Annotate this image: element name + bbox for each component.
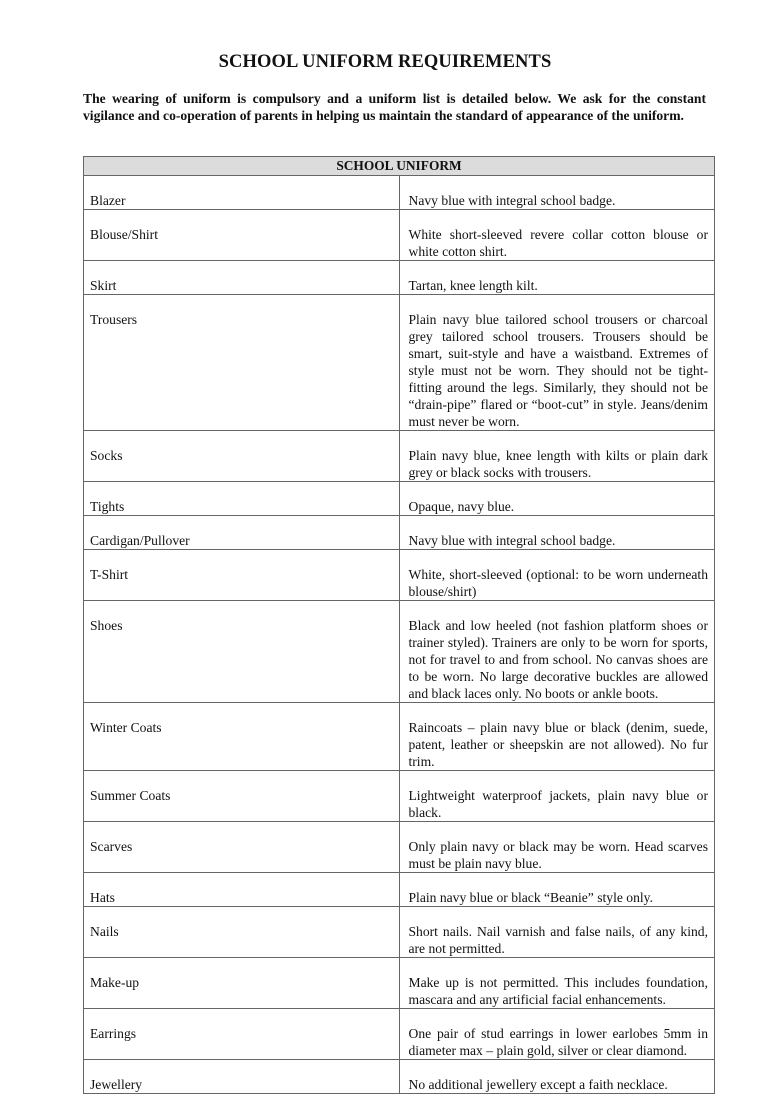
table-row — [84, 210, 715, 261]
item-description: Opaque, navy blue. — [408, 499, 515, 514]
item-description: Tartan, knee length kilt. — [408, 278, 538, 293]
table-header: SCHOOL UNIFORM — [84, 157, 715, 176]
item-name: Cardigan/Pullover — [90, 533, 190, 548]
item-description: No additional jewellery except a faith necklace. — [408, 1077, 668, 1092]
item-name: Nails — [90, 924, 119, 939]
table-row — [84, 516, 715, 550]
item-name: Winter Coats — [90, 720, 162, 735]
item-description: Plain navy blue or black “Beanie” style only. — [408, 890, 653, 905]
item-description: Lightweight waterproof jackets, plain navy blue or black. — [408, 788, 708, 820]
item-name: T-Shirt — [90, 567, 129, 582]
table-row — [84, 482, 715, 516]
item-description: White, short-sleeved (optional: to be worn underneath blouse/shirt) — [408, 567, 708, 599]
table-row — [84, 176, 715, 210]
item-description: Black and low heeled (not fashion platform shoes or trainer styled). Trainers are only to be worn for sports, not for travel to and from school. No canvas shoes are to be worn. No large decorative buckles are allowed and black laces only. No boots or ankle boots. — [408, 618, 708, 701]
item-name: Trousers — [90, 312, 138, 327]
table-row — [84, 771, 715, 822]
table-row — [84, 1060, 715, 1094]
item-description: Navy blue with integral school badge. — [408, 193, 616, 208]
item-name: Make-up — [90, 975, 140, 990]
item-name: Skirt — [90, 278, 117, 293]
table-row — [84, 822, 715, 873]
item-description: Make up is not permitted. This includes foundation, mascara and any artificial facial enhancements. — [408, 975, 708, 1007]
table-row — [84, 907, 715, 958]
document-title: SCHOOL UNIFORM REQUIREMENTS — [218, 52, 552, 72]
item-description: White short-sleeved revere collar cotton blouse or white cotton shirt. — [408, 227, 708, 259]
item-name: Hats — [90, 890, 115, 905]
table-row — [84, 295, 715, 431]
item-name: Scarves — [90, 839, 133, 854]
item-description: Plain navy blue tailored school trousers or charcoal grey tailored school trousers. Trousers should be smart, suit-style and have a waistband. Extremes of style must not be worn. They should not be tight-fitting around the legs. Similarly, they should not be “drain-pipe” flared or “boot-cut” in style. Jeans/denim must never be worn. — [408, 312, 708, 429]
item-description: Navy blue with integral school badge. — [408, 533, 616, 548]
item-name: Blazer — [90, 193, 126, 208]
item-name: Jewellery — [90, 1077, 143, 1092]
uniform-table — [83, 156, 715, 1094]
item-description: Only plain navy or black may be worn. Head scarves must be plain navy blue. — [408, 839, 708, 871]
table-row — [84, 958, 715, 1009]
item-name: Shoes — [90, 618, 123, 633]
item-name: Earrings — [90, 1026, 137, 1041]
table-row — [84, 703, 715, 771]
item-name: Summer Coats — [90, 788, 171, 803]
item-description: Raincoats – plain navy blue or black (denim, suede, patent, leather or sheepskin are not allowed). No fur trim. — [408, 720, 708, 769]
table-row — [84, 261, 715, 295]
table-row — [84, 873, 715, 907]
intro-paragraph: The wearing of uniform is compulsory and a uniform list is detailed below. We ask for the constant vigilance and co-operation of parents in helping us maintain the standard of appearance of the uniform. — [83, 91, 706, 123]
item-name: Blouse/Shirt — [90, 227, 158, 242]
item-name: Socks — [90, 448, 123, 463]
table-row — [84, 1009, 715, 1060]
item-description: Short nails. Nail varnish and false nails, of any kind, are not permitted. — [408, 924, 708, 956]
item-description: One pair of stud earrings in lower earlobes 5mm in diameter max – plain gold, silver or clear diamond. — [408, 1026, 708, 1058]
item-name: Tights — [90, 499, 125, 514]
table-row — [84, 431, 715, 482]
item-description: Plain navy blue, knee length with kilts or plain dark grey or black socks with trousers. — [408, 448, 708, 480]
table-row — [84, 550, 715, 601]
table-row — [84, 601, 715, 703]
